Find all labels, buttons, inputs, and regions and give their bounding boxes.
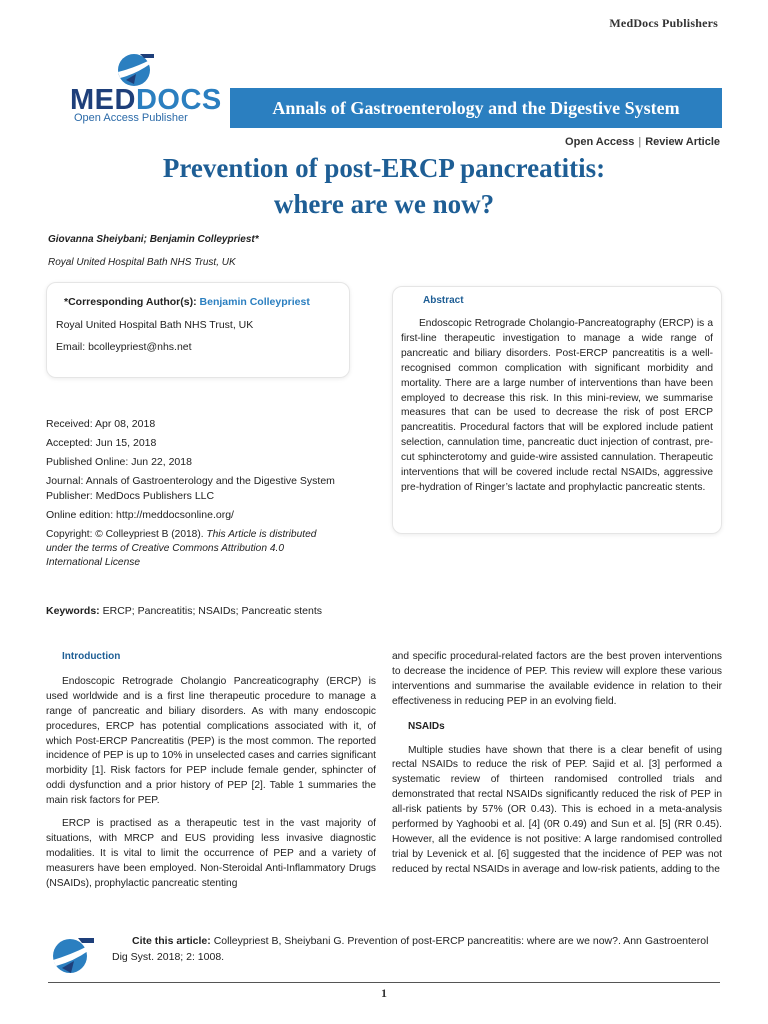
introduction-heading: Introduction bbox=[62, 651, 121, 662]
page-number: 1 bbox=[381, 986, 387, 1000]
cite-this-article: Cite this article: Colleypriest B, Sheiybani G. Prevention of post-ERCP pancreatitis: where are we now?. Ann Gastroenterol Dig Syst. 2018; 2: 1008. bbox=[112, 935, 709, 963]
title-line-2: where are we now? bbox=[273, 189, 495, 219]
corresponding-author-heading: *Corresponding Author(s): Benjamin Colleypriest bbox=[64, 296, 310, 308]
abstract-text: Endoscopic Retrograde Cholangio-Pancreatography (ERCP) is a first-line therapeutic investigation to manage a wide range of pancreatic and biliary disorders. Post-ERCP pancreatitis is a well-recognised common complication with significant morbidity and mortality. There are a large number of interventions than have been employed to decrease this risk. In this mini-review, we summarise measures that can be used to decrease the risk of post ERCP pancreatitis. Procedural factors that will be explored include patient selection, cannulation time, pancreatic duct injection of contrast, pre-cut sphincterotomy and guide-wire assisted cannulation. Therapeutic interventions that will be covered include rectal NSAIDs, aggressive pre-hydration of Ringer’s lactate and prophylactic pancreatic stents. bbox=[401, 318, 713, 493]
left-column bbox=[46, 650, 376, 892]
article-type bbox=[565, 136, 720, 148]
intro-paragraph-continued: and specific procedural-related factors are the best proven interventions to decrease the incidence of PEP. This review will explore these various interventions and summarise the available evidence in relation to their effectiveness in reducing PEP in an evolving field. bbox=[392, 651, 722, 707]
corresponding-author-name: Benjamin Colleypriest bbox=[199, 296, 310, 308]
intro-paragraph-2: ERCP is practised as a therapeutic test in the vast majority of situations, with MRCP and EUS providing less invasive diagnostic modalities. It is vital to limit the occurrence of PEP and a variety of measurers have been employed. Non-Steroidal Anti-Inflammatory Drugs (NSAIDs), prophylactic pancreatic stenting bbox=[46, 818, 376, 889]
license-text: This Article is distributed under the terms of Creative Commons Attribution 4.0 International License bbox=[46, 529, 317, 568]
nsaids-paragraph-1: Multiple studies have shown that there is a clear benefit of using rectal NSAIDs to reduce the risk of PEP. Sajid et al. [3] performed a systematic review of thirteen randomised controlled trials and demonstrated that rectal NSAIDs significantly reduced the risk of PEP in all-risk patients by 57% (OR 0.43). This is echoed in a meta-analysis performed by Yaghoobi et al. [4] (0R 0.49) and Sun et al. [5] (RR 0.45). However, all the evidence is not positive: A large randomised controlled trial by Levenick et al. [6] suggested that the incidence of PEP was not reduced by rectal NSAIDs in average and low-risk patients, adding to the bbox=[392, 744, 722, 875]
logo-wordmark: MEDDOCS bbox=[70, 84, 222, 116]
review-article-label: Review Article bbox=[645, 136, 720, 148]
journal-line: Journal: Annals of Gastroenterology and the Digestive System bbox=[46, 475, 335, 487]
footer-rule bbox=[48, 982, 720, 983]
affiliation: Royal United Hospital Bath NHS Trust, UK bbox=[48, 257, 236, 268]
title-line-1: Prevention of post-ERCP pancreatitis: bbox=[162, 153, 606, 183]
keywords-text: ERCP; Pancreatitis; NSAIDs; Pancreatic stents bbox=[102, 605, 323, 617]
corresponding-author-box bbox=[46, 282, 350, 378]
accepted-date: Accepted: Jun 15, 2018 bbox=[46, 437, 157, 449]
right-column bbox=[392, 650, 722, 878]
abstract-heading: Abstract bbox=[423, 295, 464, 306]
publisher-name: MedDocs Publishers bbox=[609, 16, 718, 30]
citation-text: Colleypriest B, Sheiybani G. Prevention of post-ERCP pancreatitis: where are we now?. Ann Gastroenterol Dig Syst. 2018; 2: 1008. bbox=[112, 935, 709, 963]
received-date: Received: Apr 08, 2018 bbox=[46, 418, 156, 430]
online-edition: Online edition: http://meddocsonline.org/ bbox=[46, 509, 234, 521]
corresponding-address: Royal United Hospital Bath NHS Trust, UK bbox=[56, 319, 254, 331]
open-access-label: Open Access bbox=[565, 136, 635, 148]
abstract-box bbox=[392, 286, 722, 534]
publisher-line: Publisher: MedDocs Publishers LLC bbox=[46, 490, 215, 502]
copyright: Copyright: © Colleypriest B (2018). This Article is distributed under the terms of Creative Commons Attribution 4.0 International License bbox=[46, 529, 317, 568]
authors: Giovanna Sheiybani; Benjamin Colleypriest* bbox=[48, 234, 259, 245]
meddocs-logo bbox=[66, 50, 222, 128]
footer-logo-mark-icon bbox=[50, 936, 96, 976]
keywords: Keywords: ERCP; Pancreatitis; NSAIDs; Pancreatic stents bbox=[46, 605, 323, 617]
published-date: Published Online: Jun 22, 2018 bbox=[46, 456, 192, 468]
article-title bbox=[60, 150, 708, 222]
nsaids-heading: NSAIDs bbox=[408, 720, 445, 732]
corresponding-email: Email: bcolleypriest@nhs.net bbox=[56, 341, 192, 353]
journal-banner: Annals of Gastroenterology and the Digestive System bbox=[230, 88, 722, 128]
intro-paragraph-1: Endoscopic Retrograde Cholangio Pancreaticography (ERCP) is used worldwide and is a first line therapeutic procedure to manage a range of pancreatic and biliary disorders. As with many endoscopic procedures, ERCP has potential complications associated with it, of which Post-ERCP Pancreatitis (PEP) is the most common. The reported incidence of PEP is up to 10% in unselected cases and carries significant morbidity [1]. Risk factors for PEP include female gender, sphincter of oddi dysfunction and a prior history of PEP [2]. Table 1 summaries the main risk factors for PEP. bbox=[46, 675, 376, 807]
separator: | bbox=[638, 136, 642, 148]
logo-tagline: Open Access Publisher bbox=[74, 112, 188, 124]
